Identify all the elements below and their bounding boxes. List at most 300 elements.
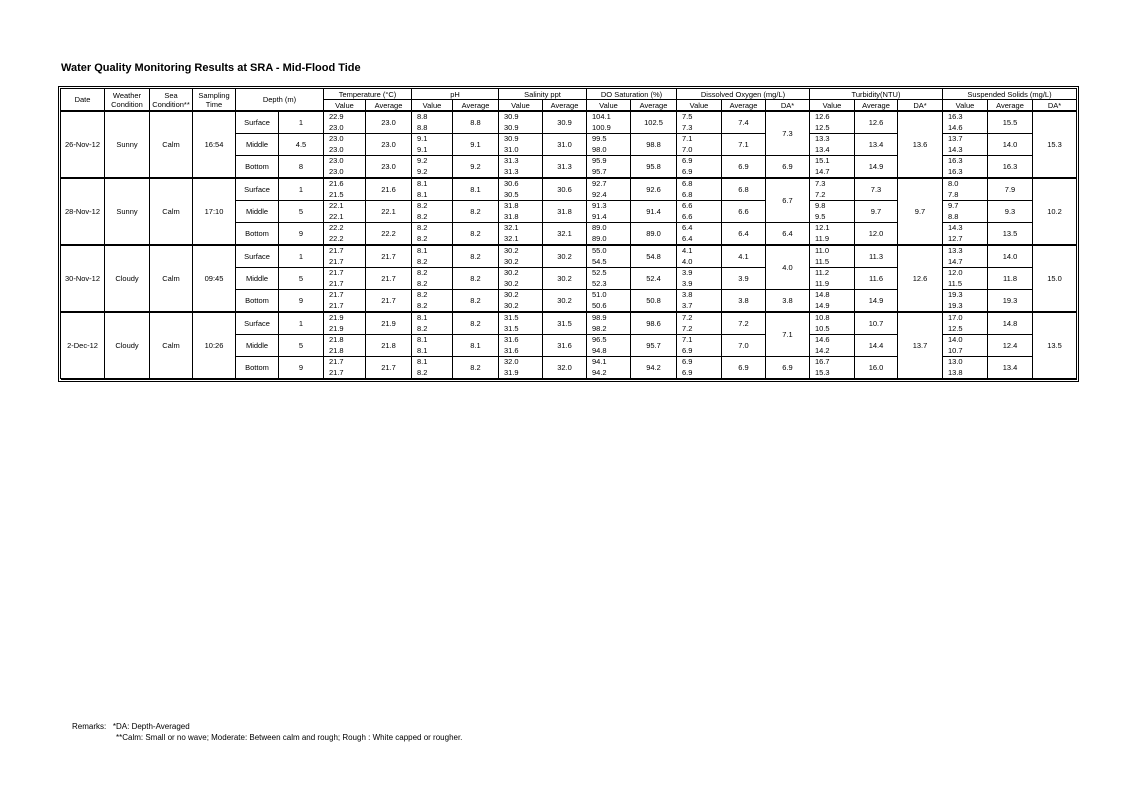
table-row (61, 246, 1077, 268)
cell-temp-values (324, 112, 366, 134)
cell-temp-average: 23.0 (366, 112, 412, 134)
cell-do-values-2: 6.4 (682, 233, 693, 243)
cell-do-sat-values-2: 92.4 (592, 189, 607, 199)
cell-turbidity-values-2: 7.2 (815, 189, 826, 199)
cell-salinity-values (499, 357, 543, 379)
cell-ph-values (412, 179, 453, 201)
cell-temp-values-1: 21.7 (329, 290, 344, 299)
cell-do-average: 6.9 (722, 156, 766, 178)
cell-depth-level: Middle (236, 134, 279, 156)
cell-salinity-values-2: 30.2 (504, 256, 519, 266)
cell-turbidity-values-1: 16.7 (815, 357, 830, 366)
cell-do-average: 3.9 (722, 268, 766, 290)
cell-turbidity-values-2: 14.9 (815, 300, 830, 310)
cell-do-sat-values-2: 91.4 (592, 211, 607, 221)
cell-do-sat-values-1: 51.0 (592, 290, 607, 299)
cell-ss-values-2: 14.6 (948, 122, 963, 132)
cell-depth-level: Middle (236, 201, 279, 223)
cell-temp-values (324, 246, 366, 268)
cell-ss-values-2: 19.3 (948, 300, 963, 310)
cell-turbidity-da: 12.6 (898, 246, 943, 312)
cell-ss-average: 14.0 (988, 134, 1033, 156)
cell-temp-average: 21.7 (366, 357, 412, 379)
cell-salinity-average: 31.5 (543, 313, 587, 335)
cell-weather: Cloudy (105, 246, 150, 312)
cell-ph-values (412, 290, 453, 312)
cell-depth-m: 1 (279, 246, 324, 268)
cell-ph-values-2: 8.8 (417, 122, 428, 132)
cell-temp-average: 21.7 (366, 268, 412, 290)
cell-turbidity-values-2: 9.5 (815, 211, 826, 221)
cell-salinity-values-2: 30.2 (504, 278, 519, 288)
cell-salinity-values-1: 30.6 (504, 179, 519, 188)
cell-do-sat-values (587, 156, 631, 178)
cell-depth-m: 9 (279, 223, 324, 245)
cell-turbidity-average: 14.9 (855, 290, 898, 312)
cell-ph-average: 9.2 (453, 156, 499, 178)
cell-ss-values-1: 13.3 (948, 246, 963, 255)
cell-salinity-values-2: 31.3 (504, 166, 519, 176)
cell-ss-values-2: 12.7 (948, 233, 963, 243)
cell-do-values (677, 134, 722, 156)
cell-do-sat-values-1: 92.7 (592, 179, 607, 188)
cell-do-values-2: 6.9 (682, 166, 693, 176)
cell-do-sat-values-2: 100.9 (592, 122, 611, 132)
cell-do-values-1: 6.4 (682, 223, 693, 232)
cell-temp-average: 21.7 (366, 290, 412, 312)
cell-temp-values-1: 23.0 (329, 156, 344, 165)
cell-ph-values (412, 268, 453, 290)
cell-do-sat-average: 52.4 (631, 268, 677, 290)
cell-ph-average: 9.1 (453, 134, 499, 156)
page-title: Water Quality Monitoring Results at SRA - Mid-Flood Tide (61, 62, 361, 74)
cell-weather: Sunny (105, 112, 150, 178)
cell-ph-values-2: 8.2 (417, 256, 428, 266)
cell-temp-average: 23.0 (366, 134, 412, 156)
cell-depth-level: Middle (236, 268, 279, 290)
cell-do-average: 6.6 (722, 201, 766, 223)
cell-do-sat-values-2: 95.7 (592, 166, 607, 176)
cell-do-sat-average: 54.8 (631, 246, 677, 268)
cell-turbidity-values (810, 179, 855, 201)
cell-do-da-surface-middle: 7.3 (766, 112, 810, 156)
cell-do-sat-values-1: 55.0 (592, 246, 607, 255)
cell-sea-condition: Calm (150, 246, 193, 312)
cell-temp-values-1: 21.6 (329, 179, 344, 188)
cell-do-values-1: 4.1 (682, 246, 693, 255)
cell-do-values-2: 6.6 (682, 211, 693, 221)
cell-ss-average: 16.3 (988, 156, 1033, 178)
cell-salinity-values-1: 31.6 (504, 335, 519, 344)
cell-ph-values-2: 8.1 (417, 345, 428, 355)
cell-salinity-average: 30.2 (543, 246, 587, 268)
cell-weather: Cloudy (105, 313, 150, 379)
cell-do-average: 7.4 (722, 112, 766, 134)
cell-ss-values (943, 313, 988, 335)
cell-temp-values-2: 23.0 (329, 122, 344, 132)
cell-salinity-values-2: 30.2 (504, 300, 519, 310)
cell-salinity-values-2: 30.9 (504, 122, 519, 132)
cell-salinity-values-2: 31.5 (504, 323, 519, 333)
cell-turbidity-average: 13.4 (855, 134, 898, 156)
header-value: Value (587, 100, 631, 111)
water-quality-table (60, 88, 1077, 380)
cell-turbidity-average: 9.7 (855, 201, 898, 223)
cell-do-sat-values-2: 50.6 (592, 300, 607, 310)
cell-ph-values-2: 8.2 (417, 367, 428, 377)
cell-sampling-time: 10:26 (193, 313, 236, 379)
cell-temp-values (324, 335, 366, 357)
cell-do-values (677, 179, 722, 201)
cell-turbidity-values (810, 290, 855, 312)
cell-ss-values-1: 8.0 (948, 179, 959, 188)
cell-temp-values-1: 21.8 (329, 335, 344, 344)
cell-ss-values-2: 12.5 (948, 323, 963, 333)
cell-do-average: 6.4 (722, 223, 766, 245)
cell-turbidity-values (810, 268, 855, 290)
cell-ss-da: 10.2 (1033, 179, 1077, 245)
table-row (61, 313, 1077, 335)
cell-do-values-1: 7.5 (682, 112, 693, 121)
cell-temp-values-2: 21.8 (329, 345, 344, 355)
cell-turbidity-average: 16.0 (855, 357, 898, 379)
cell-temp-values-2: 21.7 (329, 367, 344, 377)
cell-ph-values-2: 9.1 (417, 144, 428, 154)
cell-ss-values (943, 246, 988, 268)
cell-ss-values (943, 156, 988, 178)
cell-depth-m: 9 (279, 290, 324, 312)
cell-do-values-1: 3.8 (682, 290, 693, 299)
cell-depth-m: 5 (279, 268, 324, 290)
header-da: DA* (1033, 100, 1077, 111)
cell-turbidity-values (810, 223, 855, 245)
cell-ph-average: 8.1 (453, 335, 499, 357)
cell-turbidity-values-2: 14.2 (815, 345, 830, 355)
cell-depth-level: Bottom (236, 357, 279, 379)
cell-depth-level: Surface (236, 112, 279, 134)
cell-salinity-values (499, 246, 543, 268)
header-group: Suspended Solids (mg/L) (943, 89, 1077, 100)
cell-ph-values (412, 313, 453, 335)
cell-temp-values-1: 22.9 (329, 112, 344, 121)
cell-salinity-average: 30.2 (543, 290, 587, 312)
header-average: Average (722, 100, 766, 111)
cell-do-sat-values-1: 104.1 (592, 112, 611, 121)
cell-do-values (677, 335, 722, 357)
cell-do-sat-average: 95.7 (631, 335, 677, 357)
cell-ss-values-1: 14.0 (948, 335, 963, 344)
cell-do-sat-values-1: 52.5 (592, 268, 607, 277)
cell-turbidity-average: 7.3 (855, 179, 898, 201)
cell-do-da-bottom: 3.8 (766, 290, 810, 312)
cell-salinity-values-1: 31.3 (504, 156, 519, 165)
cell-turbidity-values (810, 134, 855, 156)
cell-salinity-average: 32.0 (543, 357, 587, 379)
cell-ss-average: 11.8 (988, 268, 1033, 290)
cell-do-values (677, 156, 722, 178)
cell-salinity-average: 30.2 (543, 268, 587, 290)
cell-ph-values-1: 8.1 (417, 179, 428, 188)
cell-ss-values-1: 9.7 (948, 201, 959, 210)
cell-do-sat-values (587, 313, 631, 335)
cell-do-sat-average: 95.8 (631, 156, 677, 178)
header-value: Value (810, 100, 855, 111)
cell-ph-average: 8.1 (453, 179, 499, 201)
cell-ss-values-2: 8.8 (948, 211, 959, 221)
cell-do-values (677, 268, 722, 290)
cell-depth-m: 4.5 (279, 134, 324, 156)
cell-ss-values (943, 223, 988, 245)
cell-turbidity-values-2: 11.5 (815, 256, 830, 266)
cell-date: 2-Dec-12 (61, 313, 105, 379)
cell-ph-values-1: 8.8 (417, 112, 428, 121)
header-weather: Weather Condition (105, 89, 150, 111)
cell-do-values-1: 6.6 (682, 201, 693, 210)
cell-ph-average: 8.8 (453, 112, 499, 134)
cell-do-values-1: 7.2 (682, 313, 693, 322)
cell-salinity-values-2: 31.0 (504, 144, 519, 154)
cell-temp-values-1: 21.9 (329, 313, 344, 322)
cell-turbidity-values-2: 11.9 (815, 233, 830, 243)
cell-salinity-values (499, 134, 543, 156)
cell-salinity-values (499, 223, 543, 245)
cell-turbidity-average: 10.7 (855, 313, 898, 335)
cell-ph-values (412, 201, 453, 223)
cell-salinity-values-1: 30.9 (504, 134, 519, 143)
table-row (61, 112, 1077, 134)
cell-ss-average: 14.0 (988, 246, 1033, 268)
cell-do-sat-values-2: 94.8 (592, 345, 607, 355)
table-row (61, 179, 1077, 201)
cell-ss-values-2: 14.3 (948, 144, 963, 154)
cell-do-values (677, 357, 722, 379)
cell-temp-values-2: 21.7 (329, 256, 344, 266)
cell-do-sat-average: 89.0 (631, 223, 677, 245)
header-group: pH (412, 89, 499, 100)
cell-ph-values-1: 8.1 (417, 335, 428, 344)
cell-turbidity-values-1: 9.8 (815, 201, 826, 210)
cell-salinity-values (499, 313, 543, 335)
cell-turbidity-values-2: 15.3 (815, 367, 830, 377)
cell-turbidity-average: 11.3 (855, 246, 898, 268)
results-table-frame (58, 86, 1079, 382)
header-depth: Depth (m) (236, 89, 324, 111)
cell-salinity-average: 31.0 (543, 134, 587, 156)
cell-salinity-average: 32.1 (543, 223, 587, 245)
cell-ss-average: 19.3 (988, 290, 1033, 312)
cell-temp-average: 23.0 (366, 156, 412, 178)
cell-temp-average: 22.2 (366, 223, 412, 245)
cell-do-average: 7.1 (722, 134, 766, 156)
cell-do-sat-values-1: 89.0 (592, 223, 607, 232)
header-average: Average (631, 100, 677, 111)
header-value: Value (943, 100, 988, 111)
cell-turbidity-values (810, 156, 855, 178)
cell-salinity-values-2: 31.8 (504, 211, 519, 221)
cell-ph-values (412, 357, 453, 379)
cell-ss-values-1: 16.3 (948, 112, 963, 121)
cell-turbidity-average: 14.9 (855, 156, 898, 178)
header-average: Average (366, 100, 412, 111)
cell-salinity-values (499, 201, 543, 223)
cell-turbidity-values-1: 11.2 (815, 268, 830, 277)
cell-temp-values-1: 22.2 (329, 223, 344, 232)
cell-do-values-2: 6.9 (682, 367, 693, 377)
cell-do-sat-values (587, 223, 631, 245)
cell-do-values (677, 290, 722, 312)
cell-do-values-1: 3.9 (682, 268, 693, 277)
cell-turbidity-values-1: 10.8 (815, 313, 830, 322)
cell-do-average: 7.2 (722, 313, 766, 335)
cell-depth-m: 1 (279, 112, 324, 134)
cell-turbidity-values (810, 112, 855, 134)
cell-do-da-bottom: 6.9 (766, 156, 810, 178)
cell-ph-values-1: 8.1 (417, 313, 428, 322)
cell-salinity-values-1: 31.5 (504, 313, 519, 322)
cell-salinity-values-1: 30.2 (504, 268, 519, 277)
remarks (72, 722, 463, 742)
cell-do-sat-values (587, 134, 631, 156)
cell-do-sat-average: 91.4 (631, 201, 677, 223)
cell-salinity-values (499, 179, 543, 201)
cell-ph-values-2: 8.2 (417, 300, 428, 310)
cell-weather: Sunny (105, 179, 150, 245)
cell-ph-average: 8.2 (453, 268, 499, 290)
cell-turbidity-values-1: 7.3 (815, 179, 826, 188)
cell-turbidity-values-1: 14.6 (815, 335, 830, 344)
cell-turbidity-values-2: 14.7 (815, 166, 830, 176)
cell-do-values-2: 6.9 (682, 345, 693, 355)
cell-do-sat-average: 92.6 (631, 179, 677, 201)
cell-do-sat-values (587, 268, 631, 290)
cell-ss-values-1: 14.3 (948, 223, 963, 232)
cell-temp-values (324, 134, 366, 156)
header-value: Value (499, 100, 543, 111)
cell-ph-average: 8.2 (453, 313, 499, 335)
cell-ss-values-1: 12.0 (948, 268, 963, 277)
cell-turbidity-values-1: 12.1 (815, 223, 830, 232)
cell-do-values-1: 6.9 (682, 156, 693, 165)
cell-temp-values-2: 21.9 (329, 323, 344, 333)
header-date: Date (61, 89, 105, 111)
cell-ss-values (943, 268, 988, 290)
cell-ss-values-2: 11.5 (948, 278, 963, 288)
cell-ss-da: 15.0 (1033, 246, 1077, 312)
header-sampling-time: Sampling Time (193, 89, 236, 111)
header-average: Average (988, 100, 1033, 111)
cell-sea-condition: Calm (150, 112, 193, 178)
cell-turbidity-values-2: 11.9 (815, 278, 830, 288)
cell-ss-values (943, 290, 988, 312)
cell-do-sat-values (587, 357, 631, 379)
cell-turbidity-da: 9.7 (898, 179, 943, 245)
cell-do-sat-values-1: 94.1 (592, 357, 607, 366)
cell-turbidity-values (810, 357, 855, 379)
cell-temp-values-2: 21.5 (329, 189, 344, 199)
cell-depth-level: Bottom (236, 156, 279, 178)
cell-ss-values (943, 335, 988, 357)
cell-temp-average: 21.7 (366, 246, 412, 268)
cell-do-values (677, 246, 722, 268)
cell-depth-level: Bottom (236, 223, 279, 245)
cell-salinity-values (499, 290, 543, 312)
cell-temp-average: 22.1 (366, 201, 412, 223)
cell-temp-values (324, 357, 366, 379)
cell-do-values-1: 7.1 (682, 335, 693, 344)
cell-do-sat-values-2: 54.5 (592, 256, 607, 266)
cell-do-values (677, 223, 722, 245)
cell-do-sat-average: 102.5 (631, 112, 677, 134)
cell-sampling-time: 09:45 (193, 246, 236, 312)
cell-salinity-values (499, 156, 543, 178)
header-value: Value (324, 100, 366, 111)
cell-ss-da: 13.5 (1033, 313, 1077, 379)
cell-depth-m: 5 (279, 201, 324, 223)
cell-ph-values-1: 8.2 (417, 201, 428, 210)
cell-salinity-values-1: 30.9 (504, 112, 519, 121)
cell-ph-values-1: 8.2 (417, 268, 428, 277)
cell-ss-values-2: 7.8 (948, 189, 959, 199)
cell-do-sat-average: 98.6 (631, 313, 677, 335)
cell-date: 26-Nov-12 (61, 112, 105, 178)
cell-do-values-1: 6.9 (682, 357, 693, 366)
cell-turbidity-values (810, 246, 855, 268)
cell-salinity-average: 30.9 (543, 112, 587, 134)
cell-ph-average: 8.2 (453, 201, 499, 223)
cell-do-sat-average: 98.8 (631, 134, 677, 156)
cell-temp-values (324, 290, 366, 312)
cell-ph-values-2: 8.2 (417, 233, 428, 243)
cell-temp-values-1: 21.7 (329, 268, 344, 277)
cell-ss-values-2: 14.7 (948, 256, 963, 266)
cell-salinity-values-2: 31.9 (504, 367, 519, 377)
cell-depth-level: Bottom (236, 290, 279, 312)
cell-do-sat-values (587, 246, 631, 268)
cell-do-average: 6.8 (722, 179, 766, 201)
cell-ss-values-2: 16.3 (948, 166, 963, 176)
cell-do-average: 4.1 (722, 246, 766, 268)
cell-ss-values (943, 179, 988, 201)
cell-ph-values-1: 8.2 (417, 223, 428, 232)
cell-ph-values-2: 8.2 (417, 211, 428, 221)
cell-ph-values (412, 246, 453, 268)
cell-ph-values-2: 8.2 (417, 323, 428, 333)
cell-ph-values (412, 134, 453, 156)
cell-ss-average: 13.4 (988, 357, 1033, 379)
cell-ss-values (943, 357, 988, 379)
cell-turbidity-values-1: 13.3 (815, 134, 830, 143)
cell-do-sat-values (587, 112, 631, 134)
cell-turbidity-da: 13.7 (898, 313, 943, 379)
cell-turbidity-values-2: 10.5 (815, 323, 830, 333)
cell-ss-values (943, 201, 988, 223)
cell-turbidity-values-2: 13.4 (815, 144, 830, 154)
cell-ph-values-1: 9.1 (417, 134, 428, 143)
cell-turbidity-values-1: 11.0 (815, 246, 830, 255)
cell-ss-average: 12.4 (988, 335, 1033, 357)
cell-temp-average: 21.9 (366, 313, 412, 335)
cell-ph-values-1: 9.2 (417, 156, 428, 165)
cell-do-sat-values (587, 201, 631, 223)
header-group: Dissolved Oxygen (mg/L) (677, 89, 810, 100)
cell-temp-values-2: 21.7 (329, 300, 344, 310)
cell-do-sat-values-2: 89.0 (592, 233, 607, 243)
cell-salinity-values (499, 268, 543, 290)
cell-date: 28-Nov-12 (61, 179, 105, 245)
cell-sampling-time: 16:54 (193, 112, 236, 178)
cell-ss-average: 13.5 (988, 223, 1033, 245)
cell-temp-values-1: 21.7 (329, 357, 344, 366)
